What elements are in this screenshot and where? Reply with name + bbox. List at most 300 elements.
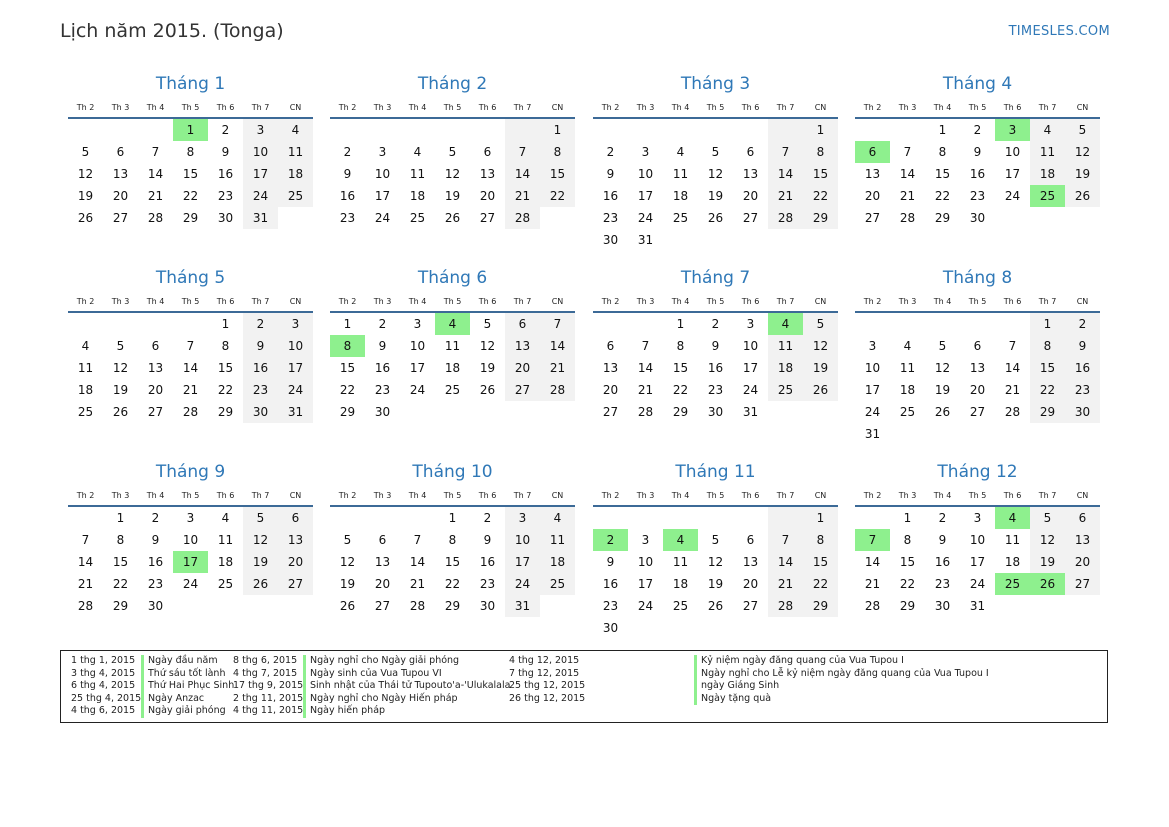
day-cell[interactable]: 11 xyxy=(77,361,94,375)
day-cell[interactable]: 23 xyxy=(339,211,356,225)
day-cell[interactable]: 10 xyxy=(637,167,654,181)
day-cell[interactable]: 28 xyxy=(182,405,199,419)
day-cell[interactable]: 7 xyxy=(186,339,195,353)
day-cell[interactable]: 25 xyxy=(278,185,313,207)
day-cell[interactable]: 13 xyxy=(112,167,129,181)
day-cell[interactable]: 7 xyxy=(903,145,912,159)
day-cell[interactable]: 30 xyxy=(969,211,986,225)
day-cell[interactable]: 9 xyxy=(243,335,278,357)
day-cell[interactable]: 6 xyxy=(116,145,125,159)
day-cell[interactable]: 5 xyxy=(116,339,125,353)
day-cell[interactable]: 11 xyxy=(217,533,234,547)
day-cell[interactable]: 9 xyxy=(938,533,947,547)
day-cell[interactable]: 23 xyxy=(217,189,234,203)
day-cell[interactable]: 18 xyxy=(1004,555,1021,569)
day-cell[interactable]: 2 xyxy=(593,529,628,551)
day-cell[interactable]: 5 xyxy=(1030,507,1065,529)
day-cell[interactable]: 15 xyxy=(899,555,916,569)
day-cell[interactable]: 23 xyxy=(602,211,619,225)
day-cell[interactable]: 14 xyxy=(147,167,164,181)
day-cell[interactable]: 3 xyxy=(995,119,1030,141)
day-cell[interactable]: 24 xyxy=(637,211,654,225)
day-cell[interactable]: 5 xyxy=(711,533,720,547)
day-cell[interactable]: 28 xyxy=(899,211,916,225)
day-cell[interactable]: 13 xyxy=(742,555,759,569)
day-cell[interactable]: 15 xyxy=(672,361,689,375)
day-cell[interactable]: 7 xyxy=(641,339,650,353)
day-cell[interactable]: 20 xyxy=(969,383,986,397)
day-cell[interactable]: 24 xyxy=(409,383,426,397)
day-cell[interactable]: 16 xyxy=(602,189,619,203)
day-cell[interactable]: 21 xyxy=(864,577,881,591)
day-cell[interactable]: 23 xyxy=(374,383,391,397)
day-cell[interactable]: 18 xyxy=(444,361,461,375)
day-cell[interactable]: 15 xyxy=(803,551,838,573)
day-cell[interactable]: 3 xyxy=(641,533,650,547)
day-cell[interactable]: 22 xyxy=(339,383,356,397)
day-cell[interactable]: 17 xyxy=(637,189,654,203)
day-cell[interactable]: 4 xyxy=(81,339,90,353)
day-cell[interactable]: 4 xyxy=(768,313,803,335)
day-cell[interactable]: 9 xyxy=(973,145,982,159)
day-cell[interactable]: 9 xyxy=(378,339,387,353)
day-cell[interactable]: 16 xyxy=(374,361,391,375)
day-cell[interactable]: 19 xyxy=(707,577,724,591)
day-cell[interactable]: 6 xyxy=(278,507,313,529)
day-cell[interactable]: 22 xyxy=(803,185,838,207)
day-cell[interactable]: 12 xyxy=(339,555,356,569)
day-cell[interactable]: 18 xyxy=(217,555,234,569)
day-cell[interactable]: 13 xyxy=(969,361,986,375)
day-cell[interactable]: 17 xyxy=(505,551,540,573)
day-cell[interactable]: 23 xyxy=(934,577,951,591)
day-cell[interactable]: 2 xyxy=(343,145,352,159)
day-cell[interactable]: 8 xyxy=(540,141,575,163)
day-cell[interactable]: 19 xyxy=(1030,551,1065,573)
day-cell[interactable]: 30 xyxy=(217,211,234,225)
day-cell[interactable]: 26 xyxy=(707,211,724,225)
day-cell[interactable]: 31 xyxy=(243,207,278,229)
day-cell[interactable]: 21 xyxy=(505,185,540,207)
day-cell[interactable]: 1 xyxy=(343,317,352,331)
day-cell[interactable]: 16 xyxy=(1065,357,1100,379)
day-cell[interactable]: 23 xyxy=(707,383,724,397)
day-cell[interactable]: 27 xyxy=(505,379,540,401)
day-cell[interactable]: 20 xyxy=(479,189,496,203)
day-cell[interactable]: 1 xyxy=(448,511,457,525)
day-cell[interactable]: 15 xyxy=(1030,357,1065,379)
day-cell[interactable]: 21 xyxy=(147,189,164,203)
day-cell[interactable]: 28 xyxy=(637,405,654,419)
day-cell[interactable]: 15 xyxy=(112,555,129,569)
day-cell[interactable]: 23 xyxy=(147,577,164,591)
day-cell[interactable]: 1 xyxy=(540,119,575,141)
day-cell[interactable]: 16 xyxy=(707,361,724,375)
day-cell[interactable]: 29 xyxy=(803,207,838,229)
day-cell[interactable]: 26 xyxy=(934,405,951,419)
day-cell[interactable]: 8 xyxy=(116,533,125,547)
day-cell[interactable]: 12 xyxy=(479,339,496,353)
day-cell[interactable]: 26 xyxy=(339,599,356,613)
day-cell[interactable]: 14 xyxy=(540,335,575,357)
day-cell[interactable]: 9 xyxy=(151,533,160,547)
day-cell[interactable]: 2 xyxy=(243,313,278,335)
day-cell[interactable]: 18 xyxy=(672,189,689,203)
day-cell[interactable]: 12 xyxy=(1030,529,1065,551)
day-cell[interactable]: 16 xyxy=(217,167,234,181)
day-cell[interactable]: 6 xyxy=(483,145,492,159)
day-cell[interactable]: 13 xyxy=(1065,529,1100,551)
day-cell[interactable]: 11 xyxy=(1004,533,1021,547)
day-cell[interactable]: 24 xyxy=(742,383,759,397)
day-cell[interactable]: 2 xyxy=(378,317,387,331)
day-cell[interactable]: 14 xyxy=(1004,361,1021,375)
day-cell[interactable]: 31 xyxy=(742,405,759,419)
day-cell[interactable]: 8 xyxy=(938,145,947,159)
day-cell[interactable]: 25 xyxy=(540,573,575,595)
day-cell[interactable]: 28 xyxy=(409,599,426,613)
day-cell[interactable]: 8 xyxy=(803,141,838,163)
day-cell[interactable]: 11 xyxy=(278,141,313,163)
day-cell[interactable]: 19 xyxy=(479,361,496,375)
day-cell[interactable]: 13 xyxy=(602,361,619,375)
day-cell[interactable]: 6 xyxy=(151,339,160,353)
day-cell[interactable]: 13 xyxy=(278,529,313,551)
day-cell[interactable]: 21 xyxy=(540,357,575,379)
day-cell[interactable]: 21 xyxy=(77,577,94,591)
day-cell[interactable]: 28 xyxy=(147,211,164,225)
day-cell[interactable]: 29 xyxy=(803,595,838,617)
day-cell[interactable]: 3 xyxy=(186,511,195,525)
day-cell[interactable]: 17 xyxy=(278,357,313,379)
day-cell[interactable]: 20 xyxy=(742,577,759,591)
day-cell[interactable]: 29 xyxy=(217,405,234,419)
day-cell[interactable]: 6 xyxy=(378,533,387,547)
day-cell[interactable]: 22 xyxy=(112,577,129,591)
day-cell[interactable]: 13 xyxy=(505,335,540,357)
day-cell[interactable]: 5 xyxy=(803,313,838,335)
day-cell[interactable]: 5 xyxy=(938,339,947,353)
day-cell[interactable]: 4 xyxy=(435,313,470,335)
day-cell[interactable]: 17 xyxy=(1004,167,1021,181)
day-cell[interactable]: 27 xyxy=(602,405,619,419)
day-cell[interactable]: 7 xyxy=(1008,339,1017,353)
day-cell[interactable]: 29 xyxy=(444,599,461,613)
day-cell[interactable]: 30 xyxy=(707,405,724,419)
day-cell[interactable]: 26 xyxy=(444,211,461,225)
day-cell[interactable]: 17 xyxy=(409,361,426,375)
day-cell[interactable]: 16 xyxy=(243,357,278,379)
day-cell[interactable]: 7 xyxy=(768,529,803,551)
day-cell[interactable]: 9 xyxy=(606,555,615,569)
day-cell[interactable]: 22 xyxy=(444,577,461,591)
day-cell[interactable]: 23 xyxy=(243,379,278,401)
day-cell[interactable]: 22 xyxy=(803,573,838,595)
day-cell[interactable]: 31 xyxy=(505,595,540,617)
day-cell[interactable]: 30 xyxy=(1065,401,1100,423)
day-cell[interactable]: 10 xyxy=(409,339,426,353)
day-cell[interactable]: 8 xyxy=(330,335,365,357)
day-cell[interactable]: 2 xyxy=(483,511,492,525)
day-cell[interactable]: 14 xyxy=(768,163,803,185)
day-cell[interactable]: 24 xyxy=(1004,189,1021,203)
day-cell[interactable]: 21 xyxy=(637,383,654,397)
day-cell[interactable]: 26 xyxy=(479,383,496,397)
day-cell[interactable]: 23 xyxy=(969,189,986,203)
day-cell[interactable]: 3 xyxy=(973,511,982,525)
day-cell[interactable]: 13 xyxy=(479,167,496,181)
day-cell[interactable]: 24 xyxy=(637,599,654,613)
day-cell[interactable]: 10 xyxy=(182,533,199,547)
day-cell[interactable]: 25 xyxy=(672,599,689,613)
day-cell[interactable]: 4 xyxy=(278,119,313,141)
day-cell[interactable]: 11 xyxy=(672,555,689,569)
day-cell[interactable]: 29 xyxy=(672,405,689,419)
day-cell[interactable]: 29 xyxy=(112,599,129,613)
day-cell[interactable]: 17 xyxy=(173,551,208,573)
day-cell[interactable]: 24 xyxy=(969,577,986,591)
day-cell[interactable]: 10 xyxy=(1004,145,1021,159)
day-cell[interactable]: 17 xyxy=(969,555,986,569)
day-cell[interactable]: 16 xyxy=(602,577,619,591)
day-cell[interactable]: 4 xyxy=(1030,119,1065,141)
day-cell[interactable]: 6 xyxy=(746,145,755,159)
day-cell[interactable]: 16 xyxy=(934,555,951,569)
day-cell[interactable]: 13 xyxy=(864,167,881,181)
day-cell[interactable]: 9 xyxy=(221,145,230,159)
day-cell[interactable]: 21 xyxy=(182,383,199,397)
day-cell[interactable]: 14 xyxy=(899,167,916,181)
day-cell[interactable]: 22 xyxy=(217,383,234,397)
day-cell[interactable]: 1 xyxy=(938,123,947,137)
day-cell[interactable]: 3 xyxy=(746,317,755,331)
day-cell[interactable]: 29 xyxy=(934,211,951,225)
day-cell[interactable]: 16 xyxy=(147,555,164,569)
day-cell[interactable]: 11 xyxy=(768,335,803,357)
day-cell[interactable]: 30 xyxy=(147,599,164,613)
day-cell[interactable]: 25 xyxy=(409,211,426,225)
day-cell[interactable]: 26 xyxy=(77,211,94,225)
day-cell[interactable]: 10 xyxy=(969,533,986,547)
day-cell[interactable]: 22 xyxy=(899,577,916,591)
day-cell[interactable]: 22 xyxy=(182,189,199,203)
day-cell[interactable]: 31 xyxy=(278,401,313,423)
day-cell[interactable]: 18 xyxy=(77,383,94,397)
day-cell[interactable]: 5 xyxy=(343,533,352,547)
day-cell[interactable]: 31 xyxy=(969,599,986,613)
day-cell[interactable]: 5 xyxy=(711,145,720,159)
day-cell[interactable]: 31 xyxy=(864,427,881,441)
day-cell[interactable]: 16 xyxy=(969,167,986,181)
day-cell[interactable]: 12 xyxy=(803,335,838,357)
day-cell[interactable]: 2 xyxy=(711,317,720,331)
day-cell[interactable]: 15 xyxy=(182,167,199,181)
day-cell[interactable]: 10 xyxy=(374,167,391,181)
day-cell[interactable]: 8 xyxy=(186,145,195,159)
day-cell[interactable]: 8 xyxy=(448,533,457,547)
day-cell[interactable]: 4 xyxy=(540,507,575,529)
day-cell[interactable]: 9 xyxy=(343,167,352,181)
day-cell[interactable]: 5 xyxy=(243,507,278,529)
day-cell[interactable]: 15 xyxy=(934,167,951,181)
day-cell[interactable]: 27 xyxy=(112,211,129,225)
day-cell[interactable]: 23 xyxy=(1065,379,1100,401)
day-cell[interactable]: 2 xyxy=(151,511,160,525)
day-cell[interactable]: 21 xyxy=(1004,383,1021,397)
day-cell[interactable]: 25 xyxy=(672,211,689,225)
day-cell[interactable]: 10 xyxy=(864,361,881,375)
day-cell[interactable]: 11 xyxy=(444,339,461,353)
day-cell[interactable]: 25 xyxy=(768,379,803,401)
day-cell[interactable]: 19 xyxy=(444,189,461,203)
day-cell[interactable]: 4 xyxy=(995,507,1030,529)
day-cell[interactable]: 24 xyxy=(243,185,278,207)
day-cell[interactable]: 11 xyxy=(1030,141,1065,163)
day-cell[interactable]: 20 xyxy=(374,577,391,591)
day-cell[interactable]: 1 xyxy=(221,317,230,331)
day-cell[interactable]: 3 xyxy=(378,145,387,159)
day-cell[interactable]: 14 xyxy=(505,163,540,185)
day-cell[interactable]: 4 xyxy=(676,145,685,159)
day-cell[interactable]: 6 xyxy=(973,339,982,353)
day-cell[interactable]: 18 xyxy=(409,189,426,203)
day-cell[interactable]: 27 xyxy=(864,211,881,225)
day-cell[interactable]: 18 xyxy=(540,551,575,573)
day-cell[interactable]: 10 xyxy=(637,555,654,569)
day-cell[interactable]: 30 xyxy=(479,599,496,613)
day-cell[interactable]: 19 xyxy=(803,357,838,379)
day-cell[interactable]: 3 xyxy=(641,145,650,159)
day-cell[interactable]: 28 xyxy=(768,207,803,229)
day-cell[interactable]: 30 xyxy=(934,599,951,613)
day-cell[interactable]: 10 xyxy=(278,335,313,357)
day-cell[interactable]: 8 xyxy=(676,339,685,353)
day-cell[interactable]: 24 xyxy=(182,577,199,591)
day-cell[interactable]: 8 xyxy=(221,339,230,353)
day-cell[interactable]: 1 xyxy=(903,511,912,525)
day-cell[interactable]: 29 xyxy=(182,211,199,225)
day-cell[interactable]: 18 xyxy=(899,383,916,397)
day-cell[interactable]: 24 xyxy=(505,573,540,595)
day-cell[interactable]: 17 xyxy=(742,361,759,375)
day-cell[interactable]: 2 xyxy=(938,511,947,525)
day-cell[interactable]: 8 xyxy=(903,533,912,547)
day-cell[interactable]: 15 xyxy=(217,361,234,375)
day-cell[interactable]: 29 xyxy=(1030,401,1065,423)
day-cell[interactable]: 26 xyxy=(707,599,724,613)
day-cell[interactable]: 4 xyxy=(663,529,698,551)
day-cell[interactable]: 21 xyxy=(409,577,426,591)
day-cell[interactable]: 12 xyxy=(243,529,278,551)
day-cell[interactable]: 28 xyxy=(77,599,94,613)
day-cell[interactable]: 25 xyxy=(995,573,1030,595)
day-cell[interactable]: 29 xyxy=(899,599,916,613)
day-cell[interactable]: 22 xyxy=(1030,379,1065,401)
day-cell[interactable]: 18 xyxy=(278,163,313,185)
day-cell[interactable]: 3 xyxy=(243,119,278,141)
day-cell[interactable]: 6 xyxy=(1065,507,1100,529)
day-cell[interactable]: 19 xyxy=(934,383,951,397)
day-cell[interactable]: 25 xyxy=(1030,185,1065,207)
day-cell[interactable]: 9 xyxy=(711,339,720,353)
day-cell[interactable]: 4 xyxy=(903,339,912,353)
day-cell[interactable]: 7 xyxy=(540,313,575,335)
day-cell[interactable]: 27 xyxy=(374,599,391,613)
day-cell[interactable]: 30 xyxy=(374,405,391,419)
day-cell[interactable]: 26 xyxy=(1065,185,1100,207)
day-cell[interactable]: 15 xyxy=(803,163,838,185)
day-cell[interactable]: 11 xyxy=(540,529,575,551)
day-cell[interactable]: 4 xyxy=(413,145,422,159)
day-cell[interactable]: 17 xyxy=(637,577,654,591)
day-cell[interactable]: 27 xyxy=(1065,573,1100,595)
day-cell[interactable]: 1 xyxy=(1030,313,1065,335)
day-cell[interactable]: 5 xyxy=(1065,119,1100,141)
day-cell[interactable]: 1 xyxy=(173,119,208,141)
day-cell[interactable]: 10 xyxy=(505,529,540,551)
day-cell[interactable]: 1 xyxy=(676,317,685,331)
day-cell[interactable]: 2 xyxy=(973,123,982,137)
day-cell[interactable]: 28 xyxy=(768,595,803,617)
day-cell[interactable]: 23 xyxy=(602,599,619,613)
day-cell[interactable]: 12 xyxy=(112,361,129,375)
day-cell[interactable]: 31 xyxy=(637,233,654,247)
day-cell[interactable]: 6 xyxy=(606,339,615,353)
day-cell[interactable]: 21 xyxy=(768,185,803,207)
day-cell[interactable]: 7 xyxy=(151,145,160,159)
day-cell[interactable]: 6 xyxy=(855,141,890,163)
day-cell[interactable]: 18 xyxy=(768,357,803,379)
day-cell[interactable]: 2 xyxy=(606,145,615,159)
day-cell[interactable]: 19 xyxy=(112,383,129,397)
day-cell[interactable]: 22 xyxy=(540,185,575,207)
brand-link[interactable]: TIMESLES.COM xyxy=(1008,24,1110,39)
day-cell[interactable]: 7 xyxy=(855,529,890,551)
day-cell[interactable]: 6 xyxy=(505,313,540,335)
day-cell[interactable]: 20 xyxy=(1065,551,1100,573)
day-cell[interactable]: 20 xyxy=(147,383,164,397)
day-cell[interactable]: 30 xyxy=(243,401,278,423)
day-cell[interactable]: 20 xyxy=(742,189,759,203)
day-cell[interactable]: 15 xyxy=(444,555,461,569)
day-cell[interactable]: 19 xyxy=(77,189,94,203)
day-cell[interactable]: 12 xyxy=(444,167,461,181)
day-cell[interactable]: 7 xyxy=(413,533,422,547)
day-cell[interactable]: 20 xyxy=(278,551,313,573)
day-cell[interactable]: 14 xyxy=(77,555,94,569)
day-cell[interactable]: 17 xyxy=(374,189,391,203)
day-cell[interactable]: 20 xyxy=(864,189,881,203)
day-cell[interactable]: 12 xyxy=(77,167,94,181)
day-cell[interactable]: 24 xyxy=(374,211,391,225)
day-cell[interactable]: 10 xyxy=(243,141,278,163)
day-cell[interactable]: 25 xyxy=(899,405,916,419)
day-cell[interactable]: 20 xyxy=(602,383,619,397)
day-cell[interactable]: 14 xyxy=(409,555,426,569)
day-cell[interactable]: 28 xyxy=(1004,405,1021,419)
day-cell[interactable]: 14 xyxy=(637,361,654,375)
day-cell[interactable]: 15 xyxy=(540,163,575,185)
day-cell[interactable]: 20 xyxy=(505,357,540,379)
day-cell[interactable]: 30 xyxy=(602,233,619,247)
day-cell[interactable]: 19 xyxy=(707,189,724,203)
day-cell[interactable]: 28 xyxy=(864,599,881,613)
day-cell[interactable]: 27 xyxy=(147,405,164,419)
day-cell[interactable]: 22 xyxy=(672,383,689,397)
day-cell[interactable]: 12 xyxy=(707,167,724,181)
day-cell[interactable]: 21 xyxy=(899,189,916,203)
day-cell[interactable]: 21 xyxy=(768,573,803,595)
